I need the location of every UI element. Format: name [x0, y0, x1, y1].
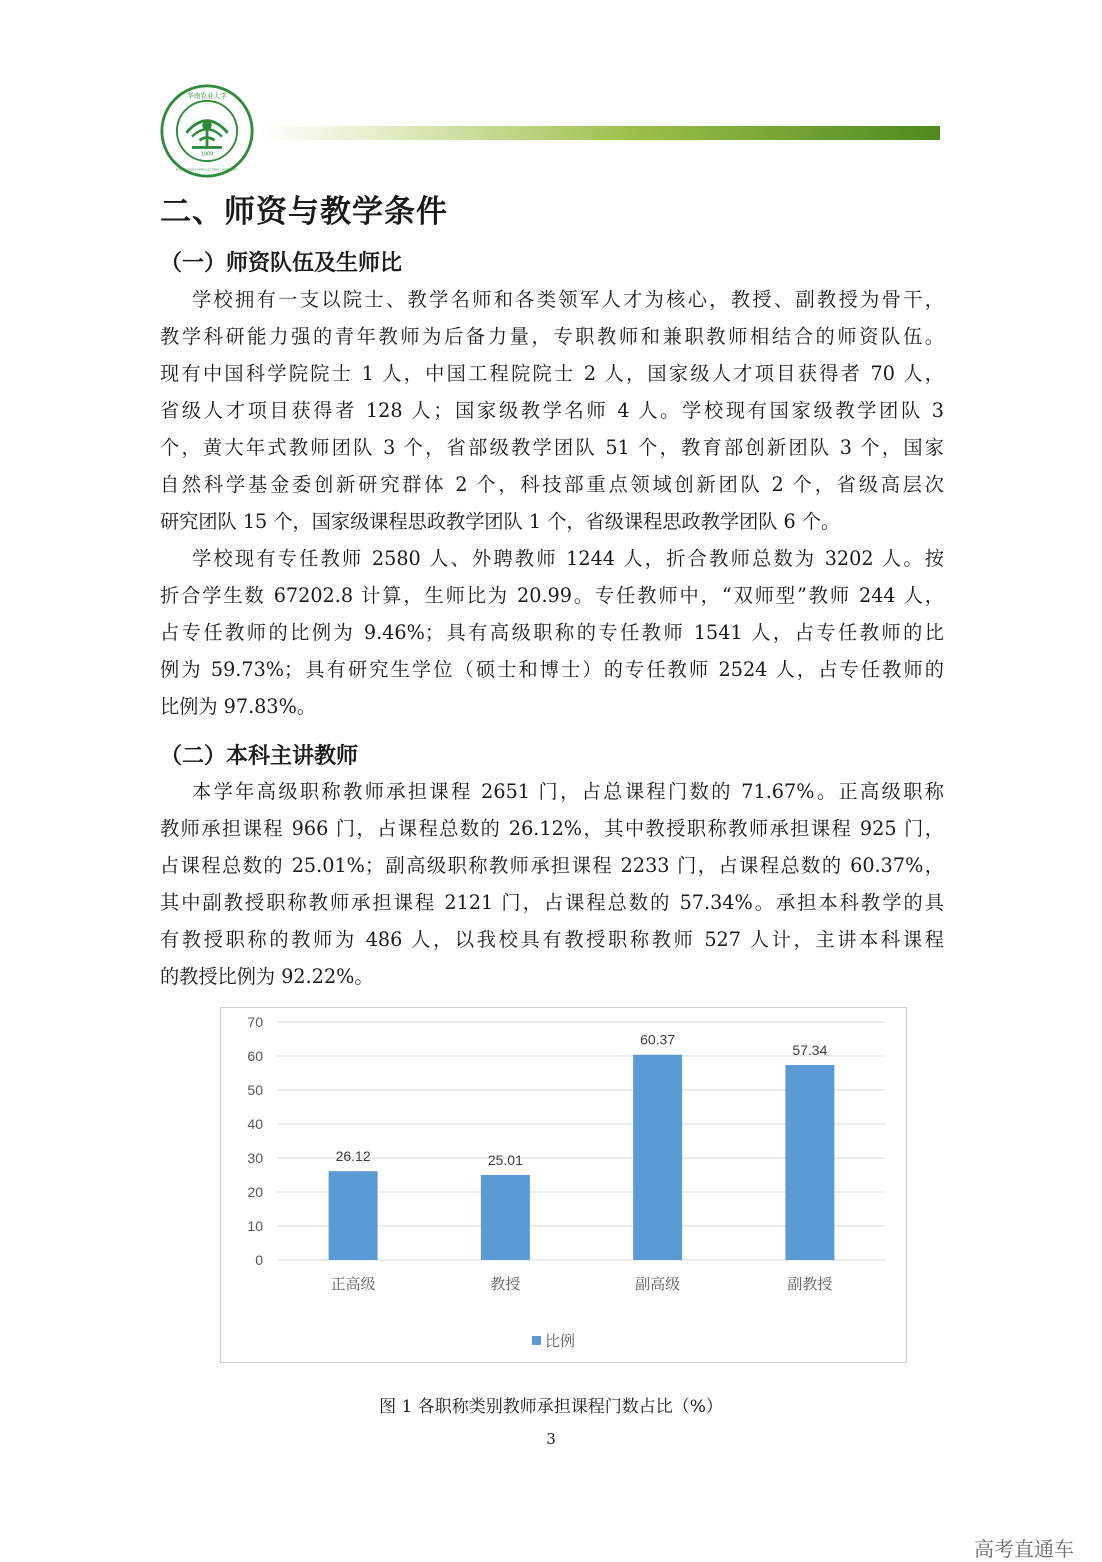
- page-number: 3: [546, 1430, 556, 1448]
- paragraph-line: 有教授职称的教师为 486 人，以我校具有教授职称教师 527 人计，主讲本科课程: [160, 928, 944, 951]
- legend-label: 比例: [545, 1332, 576, 1350]
- y-tick-label: 40: [247, 1116, 263, 1132]
- paragraph-line: 学校现有专任教师 2580 人、外聘教师 1244 人，折合教师总数为 3202 人。按: [192, 547, 944, 570]
- y-tick-label: 0: [255, 1252, 263, 1268]
- paragraph-line: 折合学生数 67202.8 计算，生师比为 20.99。专任教师中，“双师型”教师 244 人，: [160, 584, 944, 607]
- paragraph-line: 的教授比例为 92.22%。: [160, 965, 374, 988]
- paragraph-line: 省级人才项目获得者 128 人；国家级教学名师 4 人。学校现有国家级教学团队 3: [160, 399, 944, 422]
- y-tick-label: 10: [247, 1218, 263, 1234]
- svg-text:SOUTH CHINA AGRICULTURAL UNIVE: SOUTH CHINA AGRICULTURAL UNIVERSITY: [175, 167, 239, 172]
- paragraph-line: 占课程总数的 25.01%；副高级职称教师承担课程 2233 门，占课程总数的 60.37%，: [160, 854, 944, 877]
- header-gradient-bar: [258, 126, 940, 140]
- university-seal-icon: [160, 84, 254, 178]
- paragraph-line: 教师承担课程 966 门，占课程总数的 26.12%，其中教授职称教师承担课程 925 门，: [160, 817, 944, 840]
- legend-swatch: [532, 1336, 541, 1345]
- figure-caption: 图 1 各职称类别教师承担课程门数占比（%）: [379, 1397, 723, 1417]
- y-tick-label: 60: [247, 1048, 263, 1064]
- data-label: 25.01: [487, 1151, 523, 1168]
- watermark-text: 高考直通车: [974, 1537, 1074, 1561]
- svg-text:1909: 1909: [200, 151, 214, 158]
- x-tick-label: 副高级: [635, 1275, 681, 1293]
- bar-chart-container: [220, 1007, 907, 1363]
- paragraph-line: 比例为 97.83%。: [160, 695, 317, 718]
- y-tick-label: 30: [247, 1150, 263, 1166]
- paragraph-line: 本学年高级职称教师承担课程 2651 门，占总课程门数的 71.67%。正高级职称: [192, 780, 944, 803]
- section-title: 二、师资与教学条件: [160, 194, 448, 230]
- svg-text:华南农业大学: 华南农业大学: [187, 92, 227, 101]
- paragraph-line: 自然科学基金委创新研究群体 2 个，科技部重点领域创新团队 2 个，省级高层次: [160, 473, 944, 496]
- paragraph-line: 例为 59.73%；具有研究生学位（硕士和博士）的专任教师 2524 人，占专任教师的: [160, 658, 944, 681]
- data-label: 26.12: [335, 1148, 371, 1165]
- y-tick-label: 20: [247, 1184, 263, 1200]
- paragraph-line: 其中副教授职称教师承担课程 2121 门，占课程总数的 57.34%。承担本科教学的具: [160, 891, 944, 914]
- bar: [481, 1175, 530, 1260]
- x-tick-label: 教授: [490, 1275, 521, 1293]
- paragraph-line: 个，黄大年式教师团队 3 个，省部级教学团队 51 个，教育部创新团队 3 个，国家: [160, 436, 944, 459]
- y-tick-label: 50: [247, 1082, 263, 1098]
- subsection-title-lecturers: （二）本科主讲教师: [160, 744, 359, 769]
- bar: [633, 1055, 682, 1260]
- bar-chart: [221, 1008, 906, 1362]
- paragraph-line: 占专任教师的比例为 9.46%；具有高级职称的专任教师 1541 人，占专任教师的比: [160, 621, 944, 644]
- paragraph-line: 现有中国科学院院士 1 人，中国工程院院士 2 人，国家级人才项目获得者 70 人，: [160, 362, 944, 385]
- y-tick-label: 70: [247, 1014, 263, 1030]
- bar: [329, 1171, 378, 1260]
- paragraph-line: 教学科研能力强的青年教师为后备力量，专职教师和兼职教师相结合的师资队伍。: [160, 325, 944, 348]
- bar: [785, 1065, 834, 1260]
- data-label: 60.37: [640, 1031, 676, 1048]
- paragraph-line: 学校拥有一支以院士、教学名师和各类领军人才为核心，教授、副教授为骨干，: [192, 288, 944, 311]
- data-label: 57.34: [792, 1042, 828, 1059]
- subsection-title-faculty: （一）师资队伍及生师比: [160, 251, 403, 276]
- x-tick-label: 副教授: [787, 1275, 833, 1293]
- paragraph-line: 研究团队 15 个，国家级课程思政教学团队 1 个，省级课程思政教学团队 6 个。: [160, 510, 841, 533]
- x-tick-label: 正高级: [330, 1275, 376, 1293]
